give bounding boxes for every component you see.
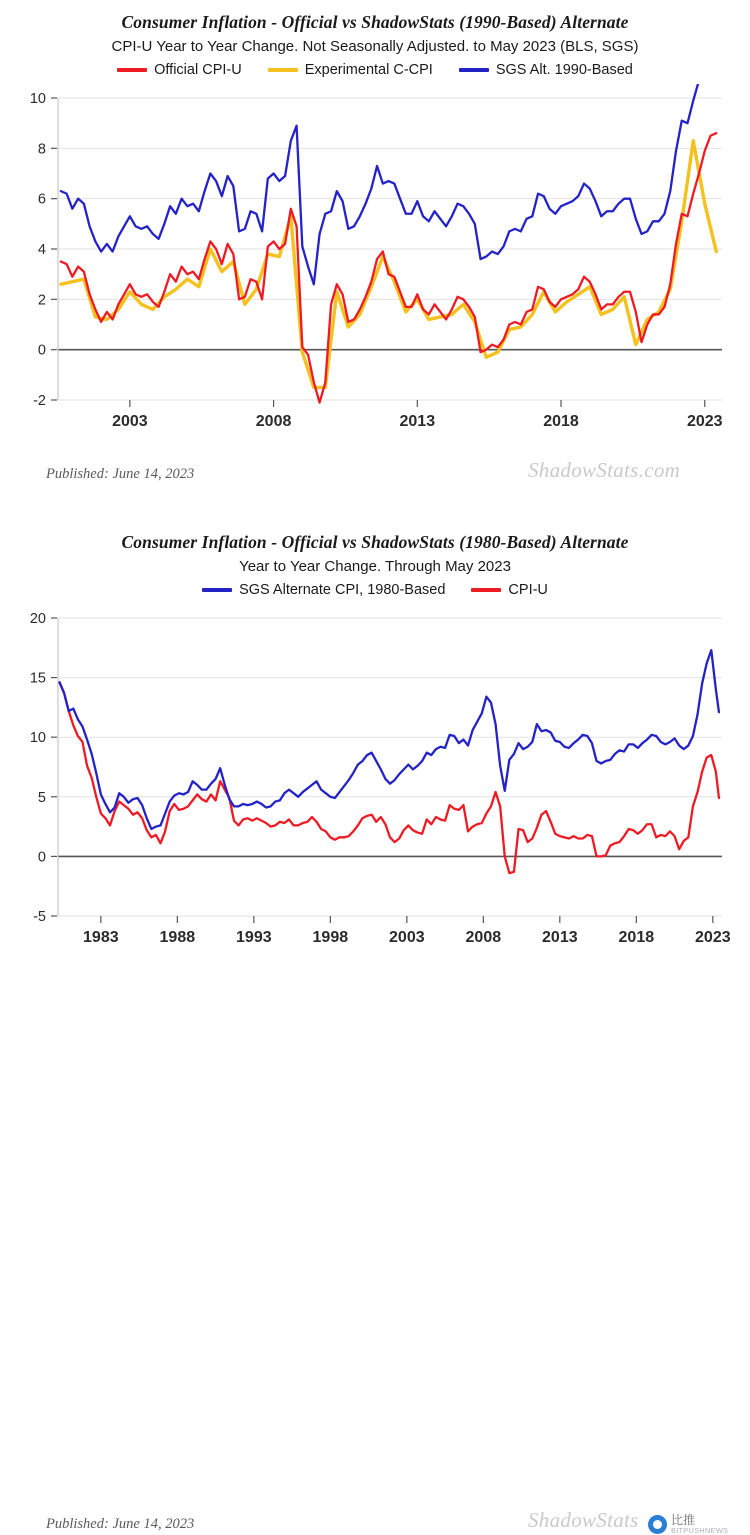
legend-label: Official CPI-U [154, 62, 242, 78]
svg-text:-5: -5 [33, 909, 46, 925]
bitpush-sub-label: BITPUSHNEWS [671, 1525, 729, 1535]
chart-1-title: Consumer Inflation - Official vs ShadowStats (1990-Based) Alternate [121, 12, 629, 32]
legend-swatch-red [471, 588, 501, 592]
svg-text:2018: 2018 [618, 929, 655, 946]
legend-item-official-cpi-u [117, 62, 242, 78]
svg-text:5: 5 [37, 789, 46, 806]
legend-swatch-yellow [268, 68, 298, 72]
svg-text:6: 6 [37, 191, 46, 208]
legend-label: CPI-U [508, 582, 548, 598]
svg-text:2008: 2008 [465, 929, 502, 946]
legend-item-cpi-u [471, 582, 547, 598]
svg-text:2013: 2013 [542, 929, 578, 946]
chart-1990-based [0, 0, 750, 520]
chart-1-plot-area [0, 84, 750, 454]
svg-text:1983: 1983 [83, 929, 119, 946]
chart-2-title: Consumer Inflation - Official vs ShadowStats (1980-Based) Alternate [121, 532, 629, 552]
svg-text:2018: 2018 [543, 413, 579, 430]
legend-swatch-red [117, 68, 147, 72]
chart-1-subtitle: CPI-U Year to Year Change. Not Seasonally Adjusted. to May 2023 (BLS, SGS) [111, 38, 639, 55]
svg-text:8: 8 [37, 141, 46, 158]
svg-text:-2: -2 [33, 393, 46, 409]
svg-text:2003: 2003 [389, 929, 425, 946]
svg-text:4: 4 [37, 242, 46, 258]
bitpush-main-label: 比推 [671, 1513, 696, 1527]
chart-2-watermark: ShadowStats [528, 1508, 639, 1532]
svg-text:20: 20 [29, 611, 46, 627]
chart-1-published: Published: June 14, 2023 [46, 466, 195, 482]
legend-item-experimental-c-cpi [268, 62, 433, 78]
svg-text:2: 2 [37, 292, 46, 309]
legend-item-sgs-alt-1980 [202, 582, 445, 598]
chart-1-watermark: ShadowStats.com [528, 458, 681, 482]
bitpush-circle-icon [648, 1515, 667, 1534]
chart-1-legend [0, 55, 750, 78]
svg-text:0: 0 [37, 849, 46, 866]
svg-text:2003: 2003 [112, 413, 148, 430]
chart-2-plot-area [0, 604, 750, 970]
svg-text:2013: 2013 [399, 413, 436, 430]
chart-2-svg [0, 604, 750, 970]
chart-2-legend [0, 575, 750, 598]
legend-swatch-blue [202, 588, 232, 592]
svg-text:2023: 2023 [686, 413, 723, 430]
legend-label: Experimental C-CPI [304, 62, 433, 78]
svg-text:0: 0 [37, 342, 46, 359]
chart-2-published: Published: June 14, 2023 [46, 1516, 195, 1532]
legend-label: SGS Alt. 1990-Based [495, 62, 633, 78]
svg-text:1988: 1988 [159, 929, 196, 946]
svg-text:10: 10 [29, 91, 46, 107]
bitpush-text [671, 1514, 728, 1534]
chart-1980-based [0, 520, 750, 1535]
svg-text:2008: 2008 [255, 413, 292, 430]
svg-text:10: 10 [29, 730, 46, 747]
svg-text:15: 15 [29, 670, 46, 687]
legend-label: SGS Alternate CPI, 1980-Based [239, 582, 446, 598]
legend-item-sgs-alt-1990 [459, 62, 633, 78]
chart-2-subtitle: Year to Year Change. Through May 2023 [239, 558, 511, 575]
svg-text:1998: 1998 [312, 929, 349, 946]
svg-text:2023: 2023 [695, 929, 731, 946]
svg-text:1993: 1993 [236, 929, 272, 946]
bitpush-logo [648, 1514, 728, 1534]
chart-1-svg [0, 84, 750, 454]
legend-swatch-blue [459, 68, 489, 72]
